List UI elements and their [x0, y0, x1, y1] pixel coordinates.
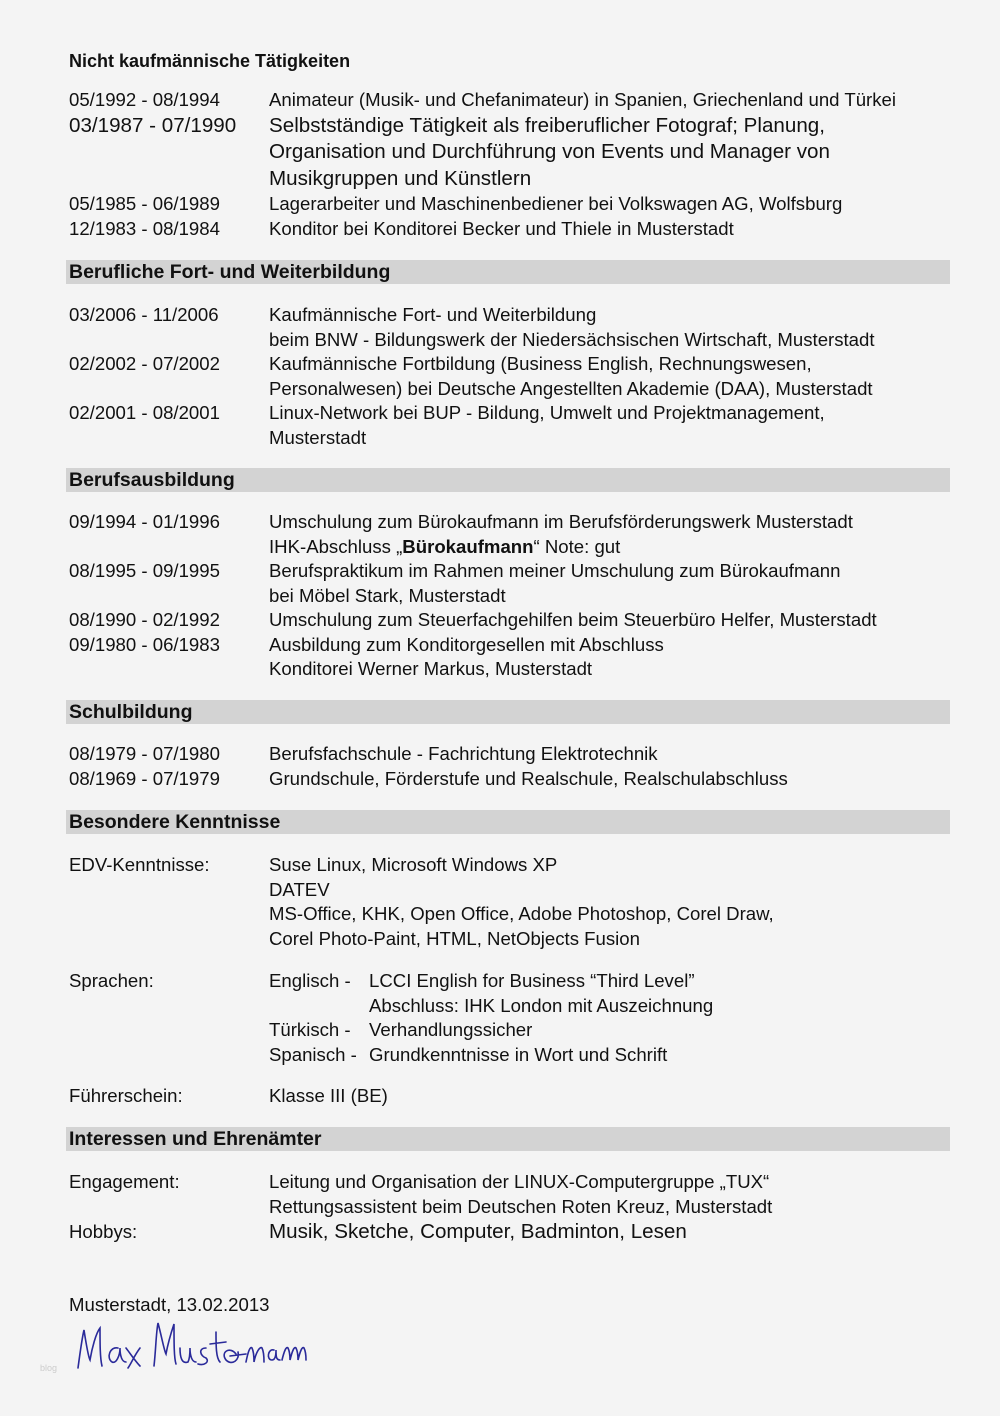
description: Konditorei Werner Markus, Musterstadt: [269, 658, 593, 679]
description: Kaufmännische Fort- und Weiterbildung: [269, 304, 597, 325]
entry-row: [69, 1043, 949, 1068]
date: 09/1994 - 01/1996: [69, 511, 220, 532]
entry-row: [69, 510, 949, 535]
entry-row: [69, 559, 949, 584]
level: Grundkenntnisse in Wort und Schrift: [369, 1043, 668, 1065]
description: Umschulung zum Steuerfachgehilfen beim Steuerbüro Helfer, Musterstadt: [269, 609, 877, 630]
date: 08/1979 - 07/1980: [69, 743, 220, 764]
signature: [70, 1318, 310, 1378]
description: Berufsfachschule - Fachrichtung Elektrotechnik: [269, 743, 658, 764]
date: 08/1969 - 07/1979: [69, 767, 220, 789]
section-header-further-education: Berufliche Fort- und Weiterbildung: [66, 260, 950, 284]
entry-row: [69, 401, 949, 426]
description: Lagerarbeiter und Maschinenbediener bei Volkswagen AG, Wolfsburg: [269, 193, 843, 214]
entry-row-cont: [69, 657, 949, 682]
label: Sprachen:: [69, 970, 154, 991]
bold-text: Bürokaufmann: [402, 535, 534, 557]
description: Selbstständige Tätigkeit als freiberuflicher Fotograf; Planung,: [269, 113, 825, 137]
entry-row-cont: [69, 139, 949, 166]
entry-row-cont: [69, 1195, 949, 1220]
text: IHK-Abschluss „: [269, 535, 403, 557]
date: 05/1985 - 06/1989: [69, 193, 220, 214]
skills-languages: [69, 969, 949, 1067]
label: Führerschein:: [69, 1085, 183, 1106]
watermark: blog: [40, 1363, 58, 1373]
description: Grundschule, Förderstufe und Realschule, Realschulabschluss: [269, 767, 788, 789]
value: DATEV: [269, 878, 330, 900]
skills-edv: [69, 853, 949, 951]
description: Musikgruppen und Künstlern: [269, 166, 532, 190]
section-school: [69, 742, 949, 791]
section-header-interests: Interessen und Ehrenämter: [66, 1127, 950, 1151]
date: 08/1995 - 09/1995: [69, 560, 220, 581]
level: LCCI English for Business “Third Level”: [369, 970, 695, 991]
section-header-vocational-training: Berufsausbildung: [66, 468, 950, 492]
label: Engagement:: [69, 1171, 180, 1192]
date: 05/1992 - 08/1994: [69, 89, 220, 110]
value: Corel Photo-Paint, HTML, NetObjects Fusion: [269, 927, 640, 949]
entry-row-cont: [69, 878, 949, 903]
label: Hobbys:: [69, 1221, 138, 1242]
value: Klasse III (BE): [269, 1085, 388, 1106]
entry-row: [69, 1170, 949, 1195]
entry-row-cont: [69, 927, 949, 952]
level: Abschluss: IHK London mit Auszeichnung: [369, 994, 714, 1016]
entry-row-cont: [69, 584, 949, 609]
entry-row: [69, 608, 949, 633]
section-header-school: Schulbildung: [66, 700, 950, 724]
value: MS-Office, KHK, Open Office, Adobe Photoshop, Corel Draw,: [269, 903, 774, 924]
date: 09/1980 - 06/1983: [69, 633, 220, 655]
section-interests: [69, 1170, 949, 1246]
entry-row: [69, 352, 949, 377]
language: Türkisch -: [269, 1019, 351, 1040]
section-non-commercial: [69, 88, 949, 241]
description: beim BNW - Bildungswerk der Niedersächsischen Wirtschaft, Musterstadt: [269, 328, 875, 350]
entry-row: [69, 633, 949, 658]
date: 03/2006 - 11/2006: [69, 304, 219, 325]
description: Kaufmännische Fortbildung (Business English, Rechnungswesen,: [269, 353, 812, 374]
place-date-text: Musterstadt, 13.02.2013: [69, 1294, 270, 1315]
value: Suse Linux, Microsoft Windows XP: [269, 854, 558, 875]
entry-row-cont: [69, 994, 949, 1019]
date: 03/1987 - 07/1990: [69, 113, 237, 137]
value: Leitung und Organisation der LINUX-Computergruppe „TUX“: [269, 1171, 770, 1192]
entry-row: [69, 192, 949, 217]
date: 08/1990 - 02/1992: [69, 609, 220, 630]
entry-row: [69, 1018, 949, 1043]
value: Musik, Sketche, Computer, Badminton, Lesen: [269, 1220, 687, 1243]
language: Englisch -: [269, 970, 351, 991]
date: 02/2001 - 08/2001: [69, 402, 220, 423]
section-vocational-training: [69, 510, 949, 682]
entry-row: [69, 969, 949, 994]
entry-row: [69, 217, 949, 242]
date: 02/2002 - 07/2002: [69, 353, 220, 374]
entry-row-cont: [69, 166, 949, 193]
description: Organisation und Durchführung von Events und Manager von: [269, 140, 830, 163]
entry-row: [69, 767, 949, 792]
entry-row: [69, 113, 949, 140]
label: EDV-Kenntnisse:: [69, 854, 210, 875]
date: 12/1983 - 08/1984: [69, 217, 220, 239]
entry-row: [69, 1219, 949, 1246]
section-further-education: [69, 303, 949, 450]
entry-row: [69, 742, 949, 767]
description: Umschulung zum Bürokaufmann im Berufsförderungswerk Musterstadt: [269, 511, 853, 532]
entry-row-cont: [69, 426, 949, 451]
level: Verhandlungssicher: [369, 1019, 533, 1040]
description: Musterstadt: [269, 426, 367, 448]
place-date: [69, 1293, 949, 1318]
section-title-non-commercial: Nicht kaufmännische Tätigkeiten: [69, 51, 351, 71]
skills-license: [69, 1084, 949, 1109]
entry-row: [69, 1084, 949, 1109]
value: Rettungsassistent beim Deutschen Roten Kreuz, Musterstadt: [269, 1195, 773, 1217]
description: Animateur (Musik- und Chefanimateur) in Spanien, Griechenland und Türkei: [269, 89, 897, 110]
section-header-skills: Besondere Kenntnisse: [66, 810, 950, 834]
description: Personalwesen) bei Deutsche Angestellten Akademie (DAA), Musterstadt: [269, 377, 873, 399]
description: bei Möbel Stark, Musterstadt: [269, 584, 506, 606]
description: Ausbildung zum Konditorgesellen mit Abschluss: [269, 633, 664, 655]
language: Spanisch -: [269, 1043, 357, 1065]
description: Linux-Network bei BUP - Bildung, Umwelt und Projektmanagement,: [269, 402, 825, 423]
entry-row-cont: [69, 535, 949, 560]
entry-row-cont: [69, 328, 949, 353]
description: Berufspraktikum im Rahmen meiner Umschulung zum Bürokaufmann: [269, 560, 841, 581]
description: [269, 535, 620, 560]
entry-row: [69, 303, 949, 328]
entry-row: [69, 88, 949, 113]
entry-row: [69, 853, 949, 878]
entry-row-cont: [69, 902, 949, 927]
description: Konditor bei Konditorei Becker und Thiele in Musterstadt: [269, 217, 734, 239]
text: “ Note: gut: [533, 535, 621, 557]
entry-row-cont: [69, 377, 949, 402]
